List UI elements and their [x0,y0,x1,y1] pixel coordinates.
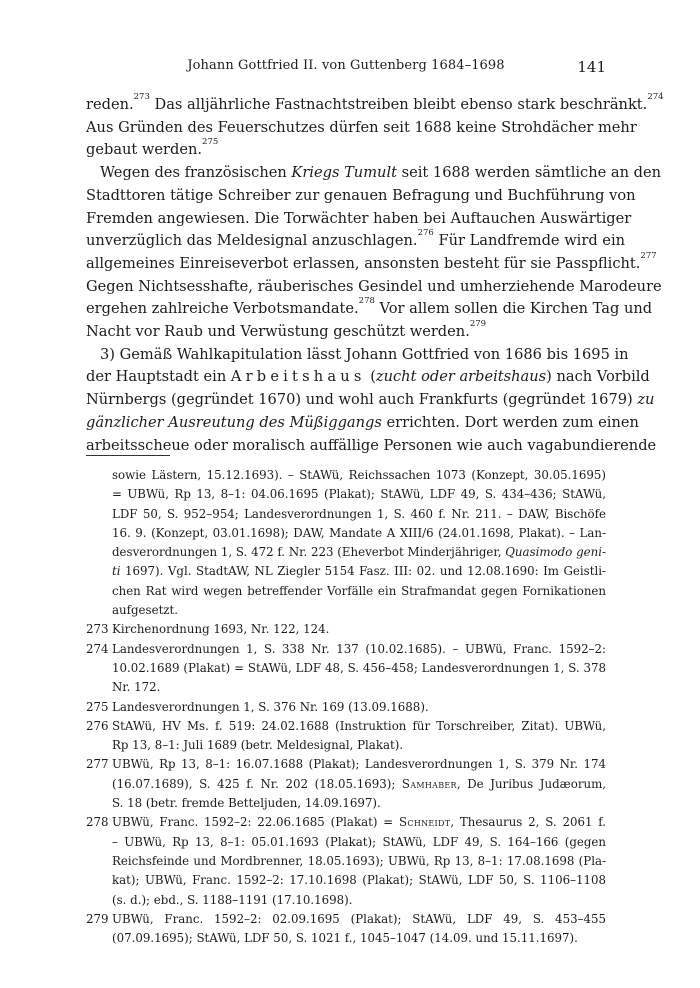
body-line: gänzlicher Ausreutung des Müßiggangs errichten. Dort werden zum einen [86,413,639,431]
body-line: ergehen zahlreiche Verbotsmandate.$^{278}$ Vor allem sollen die Kirchen Tag und [86,296,653,318]
footnote-274: 274 Landesverordnungen 1, S. 338 Nr. 137 (10.02.1685). – UBWü, Franc. 1592–2: 10.02.1689 (Plakat) = StAWü, LDF 48, S. 456–458; Landesverordnungen 1, S. 378 Nr. 172. [86,641,606,695]
footnote-ref[interactable]: 277 [640,250,657,261]
footnote-279: 279 UBWü, Franc. 1592–2: 02.09.1695 (Plakat); StAWü, LDF 49, S. 453–455 (07.09.1695); StAWü, LDF 50, S. 1021 f., 1045–1047 (14.09. und 15.11.1697). [86,911,606,946]
body-line: Nürnbergs (gegründet 1670) und wohl auch Frankfurts (gegründet 1679) zu [86,391,655,409]
footnote-276: 276 StAWü, HV Ms. f. 519: 24.02.1688 (Instruktion für Torschreiber, Zitat). UBWü, Rp 13, 8–1: Juli 1689 (betr. Meldesignal, Plakat). [86,718,606,753]
footnote-ref[interactable]: 274 [647,92,664,102]
footnote-278: 278 UBWü, Franc. 1592–2: 22.06.1685 (Plakat) = Schneidt, Thesaurus 2, S. 2061 f. – UBWü, Rp 13, 8–1: 05.01.1693 (Plakat); StAWü, LDF 49, S. 164–166 (gegen Reichsfeinde und Mordbrenner, 18.05.1693); UBWü, Rp 13, 8–1: 17.08.1698 (Pla- kat); UBWü, Franc. 1592–2: 17.10.1698 (Plakat); StAWü, LDF 50, S. 1106–1108 (s. d.); ebd., S. 1188–1191 (17.10.1698). [86,815,606,907]
spaced-term: Arbeitshaus [230,368,366,386]
author-name: Samhaber [401,776,457,791]
page-number: 141 [577,58,606,76]
footnote-ref[interactable]: 273 [133,92,150,102]
footnote-ref[interactable]: 278 [358,296,375,307]
author-name: Schneidt [399,815,451,830]
body-line: Gegen Nichtsesshafte, räuberisches Gesindel und umherziehende Marodeure [86,277,662,295]
body-line: allgemeines Einreiseverbot erlassen, ansonsten besteht für sie Passpflicht.$^{277}$ [86,250,657,272]
body-line: Stadttoren tätige Schreiber zur genauen Befragung und Buchführung von [86,186,636,204]
main-text [86,92,664,457]
body-line: unverzüglich das Meldesignal anzuschlagen.$^{276}$ Für Landfremde wird ein [86,228,626,250]
body-line: reden.$^{273}$ Das alljährliche Fastnachtstreiben bleibt ebenso stark beschränkt.$^{274}$ [86,92,664,113]
body-line: 3) Gemäß Wahlkapitulation lässt Johann Gottfried von 1686 bis 1695 in [100,345,629,363]
running-head: Johann Gottfried II. von Guttenberg 1684–1698 [187,58,505,73]
footnote-275: 275 Landesverordnungen 1, S. 376 Nr. 169 (13.09.1688). [86,699,429,714]
footnote-273: 273 Kirchenordnung 1693, Nr. 122, 124. [86,622,330,637]
footnote-ref[interactable]: 276 [417,228,434,239]
body-line: Fremden angewiesen. Die Torwächter haben bei Auftauchen Auswärtiger [86,209,632,227]
footnote-277: 277 UBWü, Rp 13, 8–1: 16.07.1688 (Plakat); Landesverordnungen 1, S. 379 Nr. 174 (16.07.1689), S. 425 f. Nr. 202 (18.05.1693); Samhaber, De Juribus Judæorum, S. 18 (betr. fremde Betteljuden, 14.09.1697). [86,757,607,811]
footnote-continuation: sowie Lästern, 15.12.1693). – StAWü, Reichssachen 1073 (Konzept, 30.05.1695) = UBWü, Rp 13, 8–1: 04.06.1695 (Plakat); StAWü, LDF 49, S. 434–436; StAWü, LDF 50, S. 952–954; Landesverordnungen 1, S. 460 f. Nr. 211. – DAW, Bischöfe 16. 9. (Konzept, 03.01.1698); DAW, Mandate A XIII/6 (24.01.1698, Plakat). – Lan- desverordnungen 1, S. 472 f. Nr. 223 (Eheverbot Minderjähriger, Quasimodo geni- ti 1697). Vgl. StadtAW, NL Ziegler 5154 Fasz. III: 02. und 12.08.1690: Im Geistli- chen Rat wird wegen betreffender Vorfälle ein Strafmandat gegen Fornikationen aufgesetzt. [112,468,606,618]
footnotes [86,466,606,948]
footnote-separator [86,455,170,456]
footnote-ref[interactable]: 275 [202,137,219,148]
body-line: Aus Gründen des Feuerschutzes dürfen seit 1688 keine Strohdächer mehr [86,118,637,136]
footnote-ref[interactable]: 279 [469,319,487,330]
body-line: der Hauptstadt ein Arbeitshaus (zucht oder arbeitshaus) nach Vorbild [86,368,650,386]
body-line: gebaut werden.$^{275}$ [86,137,219,159]
page-header [86,58,606,82]
body-line: arbeitsscheue oder moralisch auffällige Personen wie auch vagabundierende [86,436,657,454]
body-line: Wegen des französischen Kriegs Tumult seit 1688 werden sämtliche an den [100,164,662,182]
body-line: Nacht vor Raub und Verwüstung geschützt werden.$^{279}$ [86,319,487,341]
